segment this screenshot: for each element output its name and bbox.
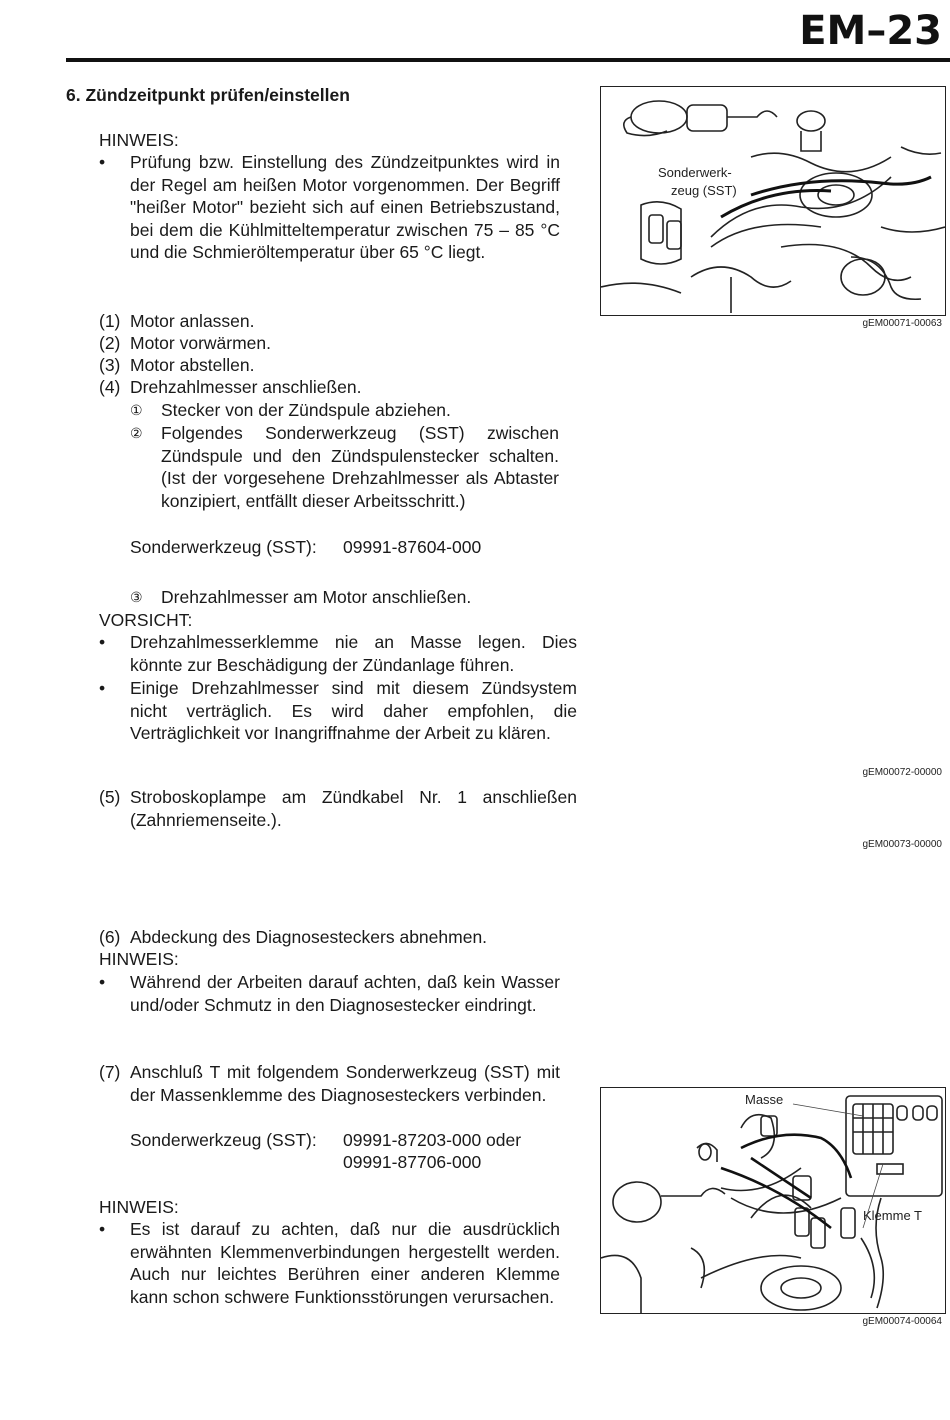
caution-label: VORSICHT: bbox=[99, 610, 193, 630]
section-title: 6. Zündzeitpunkt prüfen/einstellen bbox=[66, 85, 350, 105]
step-number: (4) bbox=[99, 377, 121, 397]
klemme-t-label: Klemme T bbox=[863, 1208, 922, 1223]
sst-value: 09991-87203-000 oder bbox=[343, 1130, 522, 1150]
note-text: Prüfung bzw. Einstellung des Zündzeitpunktes wird in der Regel am heißen Motor vorgenommen. Der Begriff "heißer Motor" bezieht sich auf einen Betriebszustand, bei dem die Kühlmitteltemperatur zwischen 75 – 85 °C und die Schmieröltemperatur über 65 °C liegt. bbox=[130, 152, 560, 262]
bullet-marker: • bbox=[99, 152, 106, 172]
caution-text: Drehzahlmesserklemme nie an Masse legen. Dies könnte zur Beschädigung der Zündanlage führen. bbox=[130, 632, 577, 675]
page-number: EM–23 bbox=[799, 8, 942, 54]
bullet-marker: • bbox=[99, 632, 106, 652]
step-number: (5) bbox=[99, 787, 121, 807]
sst-label-line2: zeug (SST) bbox=[671, 183, 737, 198]
bullet-marker: • bbox=[99, 972, 106, 992]
bullet-marker: • bbox=[99, 1219, 106, 1239]
header-rule bbox=[66, 58, 950, 62]
figure-sst-connection bbox=[600, 86, 946, 316]
figure-caption: gEM00073-00000 bbox=[862, 839, 942, 850]
substep-text: Drehzahlmesser am Motor anschließen. bbox=[161, 587, 472, 607]
step-text: Drehzahlmesser anschließen. bbox=[130, 377, 362, 397]
sst-label: Sonderwerkzeug (SST): bbox=[130, 1130, 317, 1150]
substep-number: ② bbox=[130, 425, 143, 441]
note-text: Es ist darauf zu achten, daß nur die ausdrücklich erwähnten Klemmenverbindungen hergestellt werden. Auch nur leichtes Berühren einer anderen Klemme kann schon schwere Funktionsstörungen verursachen. bbox=[130, 1219, 560, 1307]
substep-number: ③ bbox=[130, 589, 143, 605]
figure-diagnostic-connector bbox=[600, 1087, 946, 1314]
step-text: Anschluß T mit folgendem Sonderwerkzeug (SST) mit der Massenklemme des Diagnosesteckers verbinden. bbox=[130, 1062, 560, 1105]
note-label: HINWEIS: bbox=[99, 130, 179, 150]
note-text: Während der Arbeiten darauf achten, daß kein Wasser und/oder Schmutz in den Diagnosestecker eindringt. bbox=[130, 972, 560, 1015]
figure-caption: gEM00071-00063 bbox=[862, 318, 942, 329]
step-text: Motor anlassen. bbox=[130, 311, 255, 331]
caution-text: Einige Drehzahlmesser sind mit diesem Zündsystem nicht verträglich. Es wird daher empfohlen, die Verträglichkeit vor Inangriffnahme der Arbeit zu klären. bbox=[130, 678, 577, 743]
step-text: Abdeckung des Diagnosesteckers abnehmen. bbox=[130, 927, 488, 947]
step-number: (7) bbox=[99, 1062, 121, 1082]
step-text: Stroboskoplampe am Zündkabel Nr. 1 anschließen (Zahnriemenseite.). bbox=[130, 787, 577, 830]
sst-value: 09991-87604-000 bbox=[343, 537, 482, 557]
figure-caption: gEM00074-00064 bbox=[862, 1316, 942, 1327]
step-number: (3) bbox=[99, 355, 121, 375]
substep-number: ① bbox=[130, 402, 143, 418]
sst-value: 09991-87706-000 bbox=[343, 1152, 482, 1172]
note-label: HINWEIS: bbox=[99, 949, 179, 969]
step-text: Motor vorwärmen. bbox=[130, 333, 272, 353]
step-number: (1) bbox=[99, 311, 121, 331]
step-number: (2) bbox=[99, 333, 121, 353]
bullet-marker: • bbox=[99, 678, 106, 698]
masse-label: Masse bbox=[745, 1092, 784, 1107]
diagnostic-illustration bbox=[601, 1088, 945, 1313]
figure-caption: gEM00072-00000 bbox=[862, 767, 942, 778]
sst-label-line1: Sonderwerk- bbox=[658, 165, 732, 180]
step-text: Motor abstellen. bbox=[130, 355, 255, 375]
substep-text: Stecker von der Zündspule abziehen. bbox=[161, 400, 451, 420]
substep-text: Folgendes Sonderwerkzeug (SST) zwischen Zündspule und den Zündspulenstecker schalten. (Ist der vorgesehene Drehzahlmesser als Abtaster konzipiert, entfällt dieser Arbeitsschritt.) bbox=[161, 423, 559, 511]
step-number: (6) bbox=[99, 927, 121, 947]
engine-illustration bbox=[601, 87, 945, 315]
note-label: HINWEIS: bbox=[99, 1197, 179, 1217]
sst-label: Sonderwerkzeug (SST): bbox=[130, 537, 317, 557]
